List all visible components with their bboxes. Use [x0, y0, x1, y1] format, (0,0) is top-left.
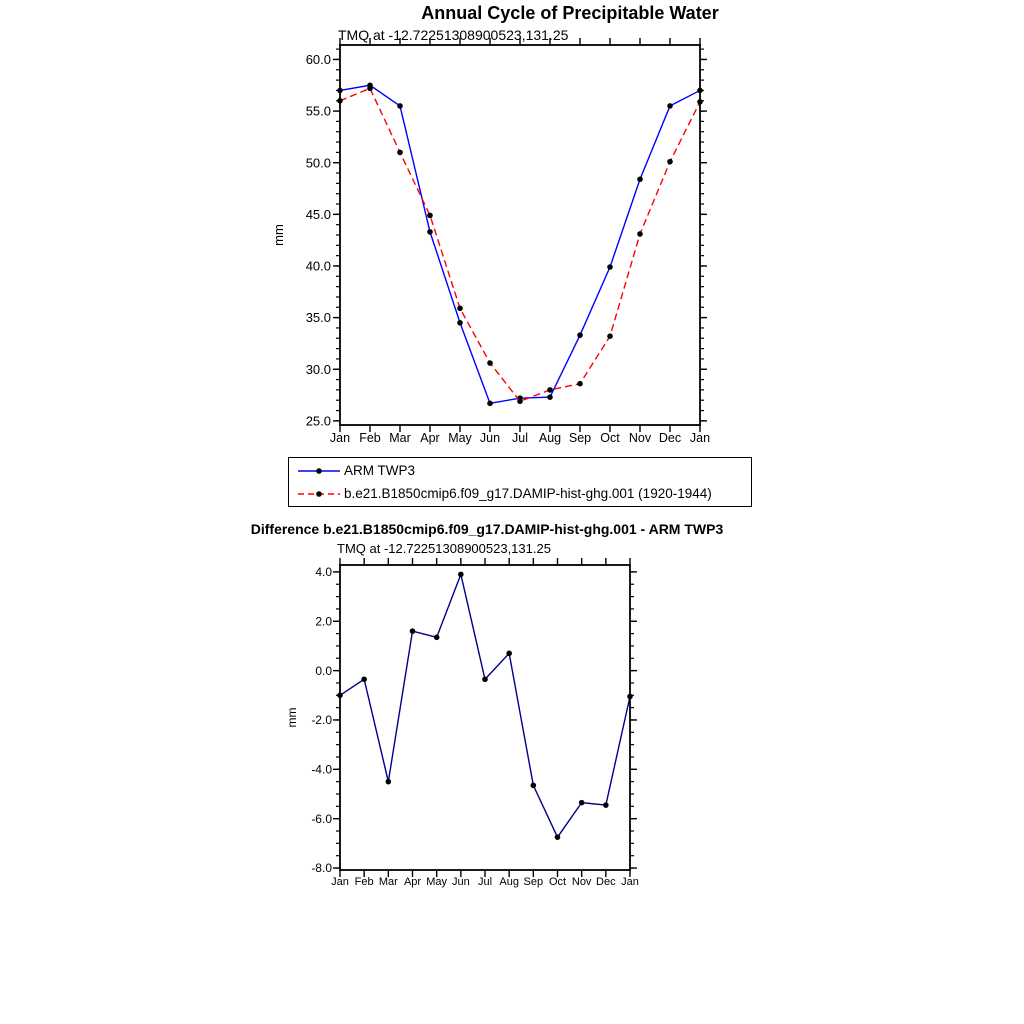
svg-text:-8.0: -8.0: [311, 861, 332, 876]
svg-text:2.0: 2.0: [315, 614, 332, 629]
svg-text:4.0: 4.0: [315, 565, 332, 580]
svg-text:30.0: 30.0: [305, 361, 331, 377]
svg-text:Jul: Jul: [512, 431, 528, 445]
svg-text:Jul: Jul: [477, 876, 493, 888]
svg-text:60.0: 60.0: [305, 52, 331, 68]
svg-text:Jan: Jan: [329, 431, 351, 445]
top-chart-canvas: [260, 30, 780, 460]
difference-chart-subtitle: TMQ at -12.72251308900523,131.25: [337, 541, 551, 556]
svg-text:Feb: Feb: [359, 431, 381, 445]
svg-text:Jun: Jun: [479, 431, 501, 445]
svg-text:Oct: Oct: [548, 876, 567, 888]
svg-text:0.0: 0.0: [315, 663, 332, 678]
svg-text:Jan: Jan: [331, 876, 349, 888]
svg-text:45.0: 45.0: [305, 206, 331, 222]
difference-chart-title: Difference b.e21.B1850cmip6.f09_g17.DAMIP-hist-ghg.001 - ARM TWP3: [250, 521, 724, 537]
svg-text:Jan: Jan: [689, 431, 711, 445]
svg-text:40.0: 40.0: [305, 258, 331, 274]
svg-text:Feb: Feb: [354, 876, 374, 888]
svg-text:Sep: Sep: [523, 876, 544, 888]
page-title: Annual Cycle of Precipitable Water: [421, 3, 719, 23]
svg-text:May: May: [448, 431, 472, 445]
svg-text:-4.0: -4.0: [311, 762, 332, 777]
svg-text:Dec: Dec: [658, 431, 682, 445]
difference-chart-canvas: [280, 558, 680, 903]
top-chart-subtitle: TMQ at -12.72251308900523,131.25: [338, 27, 569, 43]
svg-text:Aug: Aug: [499, 876, 519, 888]
svg-text:mm: mm: [285, 707, 299, 728]
legend-label: b.e21.B1850cmip6.f09_g17.DAMIP-hist-ghg.001 (1920-1944): [344, 486, 712, 501]
svg-text:Mar: Mar: [389, 431, 411, 445]
svg-text:May: May: [426, 876, 448, 888]
svg-text:Mar: Mar: [378, 876, 398, 888]
svg-text:Aug: Aug: [538, 431, 562, 445]
svg-text:Nov: Nov: [628, 431, 652, 445]
legend-item-arm-twp3: [296, 459, 751, 482]
svg-text:Sep: Sep: [568, 431, 592, 445]
svg-text:55.0: 55.0: [305, 103, 331, 119]
svg-text:Nov: Nov: [571, 876, 592, 888]
legend-label: ARM TWP3: [344, 463, 416, 478]
svg-text:50.0: 50.0: [305, 155, 331, 171]
svg-text:Apr: Apr: [420, 431, 440, 445]
svg-text:Oct: Oct: [600, 431, 620, 445]
legend-line-sample-solid: [296, 464, 342, 478]
svg-text:Dec: Dec: [596, 876, 616, 888]
svg-text:25.0: 25.0: [305, 413, 331, 429]
svg-text:-2.0: -2.0: [311, 713, 332, 728]
svg-text:Jan: Jan: [621, 876, 639, 888]
legend-item-model: [296, 482, 751, 505]
svg-text:mm: mm: [271, 224, 286, 246]
legend: [288, 457, 752, 507]
svg-text:Jun: Jun: [451, 876, 470, 888]
svg-text:35.0: 35.0: [305, 310, 331, 326]
legend-line-sample-dashed: [296, 487, 342, 501]
svg-text:-6.0: -6.0: [311, 811, 332, 826]
svg-text:Apr: Apr: [403, 876, 422, 888]
